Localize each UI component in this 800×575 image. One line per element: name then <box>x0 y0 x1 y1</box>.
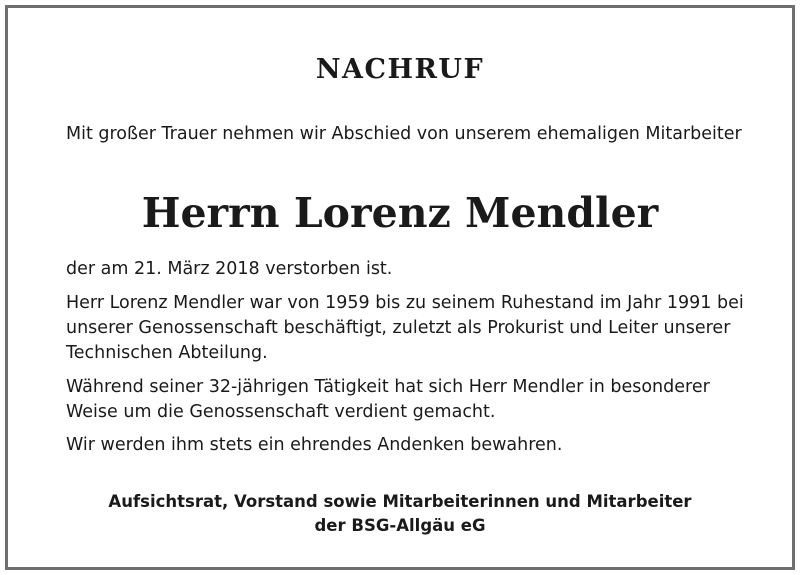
notice-heading: NACHRUF <box>315 54 485 85</box>
death-date-line: der am 21. März 2018 verstorben ist. <box>66 259 393 279</box>
merit-paragraph: Während seiner 32-jährigen Tätigkeit hat sich Herr Mendler in besonderer Weise um die Genossenschaft verdient gemacht. <box>66 377 710 422</box>
signature-line-2: der BSG-Allgäu eG <box>314 516 486 535</box>
deceased-name: Herrn Lorenz Mendler <box>141 189 659 237</box>
closing-paragraph: Wir werden ihm stets ein ehrendes Andenken bewahren. <box>66 435 563 455</box>
obituary-notice <box>5 5 795 570</box>
intro-text: Mit großer Trauer nehmen wir Abschied von unserem ehemaligen Mitarbeiter <box>66 124 742 144</box>
signature-line-1: Aufsichtsrat, Vorstand sowie Mitarbeiterinnen und Mitarbeiter <box>108 492 692 511</box>
career-paragraph: Herr Lorenz Mendler war von 1959 bis zu seinem Ruhestand im Jahr 1991 bei unserer Genossenschaft beschäftigt, zuletzt als Prokurist und Leiter unserer Technischen Abteilung. <box>66 293 744 363</box>
